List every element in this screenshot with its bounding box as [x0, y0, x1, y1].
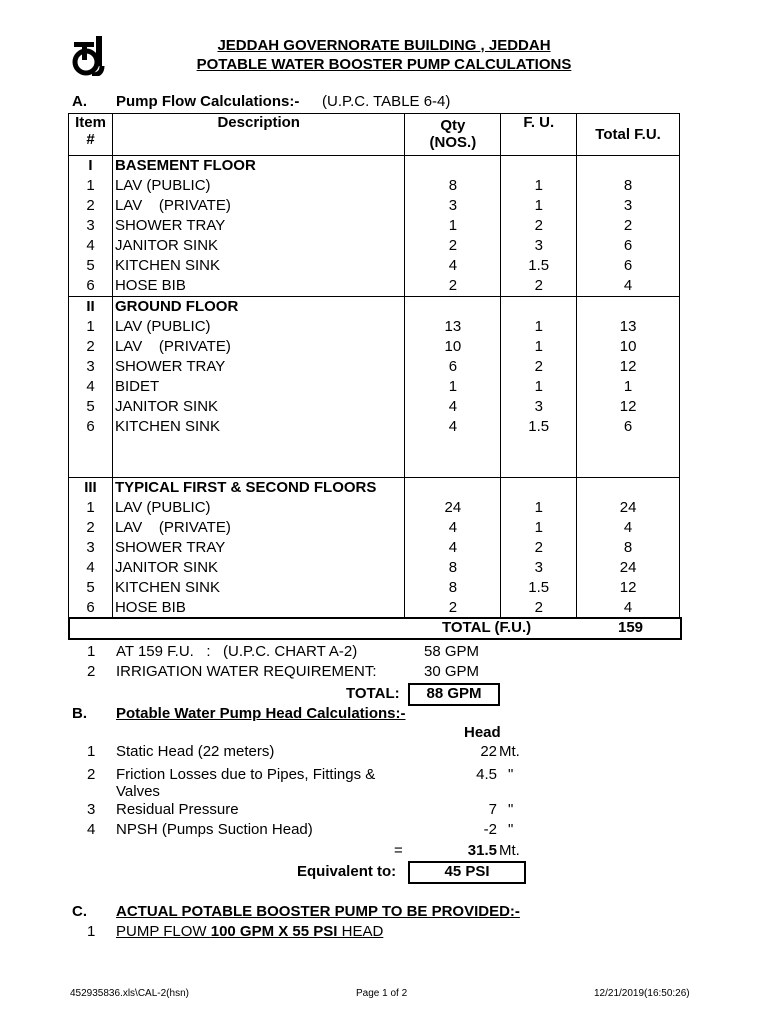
cell-total — [577, 457, 680, 478]
table-row — [69, 317, 680, 337]
table-row — [69, 518, 680, 538]
cell-qty: 2 — [405, 236, 501, 256]
cell-fu: 1 — [501, 337, 577, 357]
table-total-value: 159 — [617, 619, 644, 636]
cell-item: 2 — [69, 518, 113, 538]
table-row — [69, 578, 680, 598]
empty-cell — [405, 297, 501, 318]
footer-filename: 452935836.xls\CAL-2(hsn) — [70, 988, 189, 999]
cell-total: 8 — [577, 538, 680, 558]
head-item-label: Static Head (22 meters) — [116, 743, 275, 760]
flow-item-value: 58 GPM — [424, 643, 480, 660]
cell-total: 1 — [577, 377, 680, 397]
cell-qty: 1 — [405, 216, 501, 236]
table-row — [69, 236, 680, 256]
pump-spec-prefix: PUMP FLOW — [116, 923, 211, 940]
floor-name: TYPICAL FIRST & SECOND FLOORS — [112, 478, 404, 499]
head-column-label: Head — [464, 724, 501, 741]
cell-item — [69, 457, 113, 478]
document-title-line2: POTABLE WATER BOOSTER PUMP CALCULATIONS — [196, 56, 572, 73]
header-description: Description — [112, 114, 404, 156]
flow-item-value: 30 GPM — [424, 663, 480, 680]
empty-cell — [405, 156, 501, 177]
head-item-unit: " — [508, 821, 514, 838]
cell-total: 24 — [577, 498, 680, 518]
cell-fu: 1.5 — [501, 578, 577, 598]
cell-qty: 2 — [405, 276, 501, 297]
table-row — [69, 437, 680, 457]
flow-item-num: 1 — [87, 643, 96, 660]
cell-fu: 1 — [501, 196, 577, 216]
head-item-num: 4 — [87, 821, 96, 838]
cell-total: 6 — [577, 417, 680, 437]
head-item-label: Residual Pressure — [116, 801, 239, 818]
header-qty: Qty (NOS.) — [405, 114, 501, 156]
header-fu: F. U. — [501, 114, 577, 156]
cell-description: KITCHEN SINK — [112, 256, 404, 276]
cell-qty: 8 — [405, 558, 501, 578]
cell-description: SHOWER TRAY — [112, 216, 404, 236]
table-row — [69, 276, 680, 297]
cell-fu: 2 — [501, 357, 577, 377]
empty-cell — [501, 297, 577, 318]
cell-fu: 1 — [501, 498, 577, 518]
cell-fu: 1 — [501, 176, 577, 196]
cell-description: LAV (PRIVATE) — [112, 337, 404, 357]
head-item-num: 2 — [87, 766, 96, 783]
cell-fu: 2 — [501, 216, 577, 236]
head-sum-unit: Mt. — [499, 842, 520, 859]
table-row — [69, 216, 680, 236]
cell-qty — [405, 437, 501, 457]
table-total-row — [68, 617, 682, 640]
cell-total: 24 — [577, 558, 680, 578]
section-b-title: Potable Water Pump Head Calculations:- — [116, 705, 406, 722]
cell-qty: 4 — [405, 538, 501, 558]
table-row — [69, 417, 680, 437]
head-equals-sign: = — [394, 842, 403, 859]
cell-description — [112, 437, 404, 457]
cell-description: SHOWER TRAY — [112, 357, 404, 377]
footer-page-number: Page 1 of 2 — [356, 988, 408, 999]
head-item-unit: Mt. — [499, 743, 520, 760]
cell-item: 1 — [69, 498, 113, 518]
cell-item — [69, 437, 113, 457]
cell-qty: 2 — [405, 598, 501, 619]
cell-qty: 3 — [405, 196, 501, 216]
floor-number: II — [69, 297, 113, 318]
cell-description: LAV (PUBLIC) — [112, 498, 404, 518]
section-c-letter: C. — [72, 903, 87, 920]
cell-item: 5 — [69, 256, 113, 276]
cell-fu: 1 — [501, 518, 577, 538]
pump-item-num: 1 — [87, 923, 96, 940]
section-c-title: ACTUAL POTABLE BOOSTER PUMP TO BE PROVIDED:- — [116, 903, 520, 920]
cell-qty: 8 — [405, 578, 501, 598]
cell-total: 2 — [577, 216, 680, 236]
flow-item-label: AT 159 F.U. : (U.P.C. CHART A-2) — [116, 643, 358, 660]
table-row — [69, 558, 680, 578]
cell-item: 3 — [69, 216, 113, 236]
head-item-label: NPSH (Pumps Suction Head) — [116, 821, 313, 838]
cell-item: 4 — [69, 236, 113, 256]
floor-name: BASEMENT FLOOR — [112, 156, 404, 177]
cell-total: 6 — [577, 236, 680, 256]
cell-fu: 1 — [501, 377, 577, 397]
cell-total: 4 — [577, 276, 680, 297]
cell-fu: 3 — [501, 558, 577, 578]
footer-timestamp: 12/21/2019(16:50:26) — [594, 988, 690, 999]
floor-header-row — [69, 156, 680, 177]
header-total-fu: Total F.U. — [577, 114, 680, 156]
cell-description: LAV (PRIVATE) — [112, 518, 404, 538]
cell-total: 12 — [577, 397, 680, 417]
cell-item: 6 — [69, 417, 113, 437]
head-item-value: 22 — [480, 743, 497, 760]
cell-description: LAV (PUBLIC) — [112, 176, 404, 196]
cell-fu: 1 — [501, 317, 577, 337]
cell-qty: 4 — [405, 256, 501, 276]
flow-total-value: 88 GPM — [408, 683, 500, 706]
cell-item: 2 — [69, 196, 113, 216]
cell-qty: 4 — [405, 397, 501, 417]
cell-item: 4 — [69, 377, 113, 397]
flow-total-label: TOTAL: — [346, 685, 400, 702]
cell-description: JANITOR SINK — [112, 236, 404, 256]
cell-total: 12 — [577, 578, 680, 598]
empty-cell — [501, 478, 577, 499]
cell-fu: 1.5 — [501, 417, 577, 437]
flow-item-num: 2 — [87, 663, 96, 680]
cell-fu — [501, 437, 577, 457]
head-item-value: 4.5 — [476, 766, 497, 783]
head-item-unit: " — [508, 801, 514, 818]
cell-total: 4 — [577, 598, 680, 619]
table-row — [69, 176, 680, 196]
table-row — [69, 256, 680, 276]
cell-qty: 10 — [405, 337, 501, 357]
empty-cell — [501, 156, 577, 177]
cell-total: 6 — [577, 256, 680, 276]
empty-cell — [405, 478, 501, 499]
table-total-label: TOTAL (F.U.) — [442, 619, 532, 636]
header-item: Item # — [69, 114, 113, 156]
cell-item: 6 — [69, 276, 113, 297]
cell-qty: 4 — [405, 518, 501, 538]
cell-item: 6 — [69, 598, 113, 619]
cell-item: 4 — [69, 558, 113, 578]
cell-total: 3 — [577, 196, 680, 216]
cell-item: 5 — [69, 397, 113, 417]
table-row — [69, 397, 680, 417]
head-sum-value: 31.5 — [467, 842, 497, 859]
cell-qty: 13 — [405, 317, 501, 337]
cell-fu: 1.5 — [501, 256, 577, 276]
cell-total — [577, 437, 680, 457]
cell-total: 8 — [577, 176, 680, 196]
table-row — [69, 498, 680, 518]
cell-fu — [501, 457, 577, 478]
cell-item: 1 — [69, 176, 113, 196]
floor-number: I — [69, 156, 113, 177]
cell-description: BIDET — [112, 377, 404, 397]
cell-total: 10 — [577, 337, 680, 357]
floor-number: III — [69, 478, 113, 499]
cell-qty — [405, 457, 501, 478]
cell-qty: 6 — [405, 357, 501, 377]
cell-description: SHOWER TRAY — [112, 538, 404, 558]
cell-fu: 3 — [501, 236, 577, 256]
cell-fu: 2 — [501, 538, 577, 558]
pump-spec — [116, 923, 383, 940]
table-row — [69, 598, 680, 619]
pump-spec-suffix: HEAD — [337, 923, 384, 940]
section-a-title: Pump Flow Calculations:- — [116, 93, 300, 110]
cell-qty: 8 — [405, 176, 501, 196]
floor-header-row — [69, 478, 680, 499]
cell-qty: 24 — [405, 498, 501, 518]
table-row — [69, 337, 680, 357]
cell-description: LAV (PRIVATE) — [112, 196, 404, 216]
cell-description — [112, 457, 404, 478]
pump-spec-value: 100 GPM X 55 PSI — [210, 923, 338, 940]
head-item-value: 7 — [488, 801, 497, 818]
document-title-line1: JEDDAH GOVERNORATE BUILDING , JEDDAH — [217, 37, 551, 54]
cell-fu: 2 — [501, 276, 577, 297]
floor-name: GROUND FLOOR — [112, 297, 404, 318]
head-item-num: 3 — [87, 801, 96, 818]
cell-description: JANITOR SINK — [112, 558, 404, 578]
table-row — [69, 196, 680, 216]
fixture-units-table — [68, 113, 680, 619]
equivalent-value: 45 PSI — [408, 861, 526, 884]
cell-fu: 2 — [501, 598, 577, 619]
cell-item: 2 — [69, 337, 113, 357]
head-item-value: -2 — [483, 821, 497, 838]
section-b-letter: B. — [72, 705, 87, 722]
section-a-letter: A. — [72, 93, 87, 110]
table-row — [69, 538, 680, 558]
cell-total: 13 — [577, 317, 680, 337]
empty-cell — [577, 156, 680, 177]
cell-description: JANITOR SINK — [112, 397, 404, 417]
cell-qty: 1 — [405, 377, 501, 397]
cell-item: 1 — [69, 317, 113, 337]
cell-description: KITCHEN SINK — [112, 578, 404, 598]
cell-description: LAV (PUBLIC) — [112, 317, 404, 337]
cell-fu: 3 — [501, 397, 577, 417]
cell-description: KITCHEN SINK — [112, 417, 404, 437]
section-a-reference: (U.P.C. TABLE 6-4) — [322, 93, 451, 110]
cell-item: 5 — [69, 578, 113, 598]
equivalent-label: Equivalent to: — [297, 863, 397, 880]
table-header-row — [69, 114, 680, 156]
cell-qty: 4 — [405, 417, 501, 437]
head-item-label: Friction Losses due to Pipes, Fittings & Valves — [116, 766, 376, 800]
flow-item-label: IRRIGATION WATER REQUIREMENT: — [116, 663, 377, 680]
cell-item: 3 — [69, 357, 113, 377]
table-row — [69, 357, 680, 377]
empty-cell — [577, 297, 680, 318]
table-row — [69, 377, 680, 397]
table-row — [69, 457, 680, 478]
head-item-num: 1 — [87, 743, 96, 760]
cell-description: HOSE BIB — [112, 598, 404, 619]
empty-cell — [577, 478, 680, 499]
head-item-unit: " — [508, 766, 514, 783]
floor-header-row — [69, 297, 680, 318]
cell-total: 12 — [577, 357, 680, 377]
cell-total: 4 — [577, 518, 680, 538]
cell-description: HOSE BIB — [112, 276, 404, 297]
cell-item: 3 — [69, 538, 113, 558]
